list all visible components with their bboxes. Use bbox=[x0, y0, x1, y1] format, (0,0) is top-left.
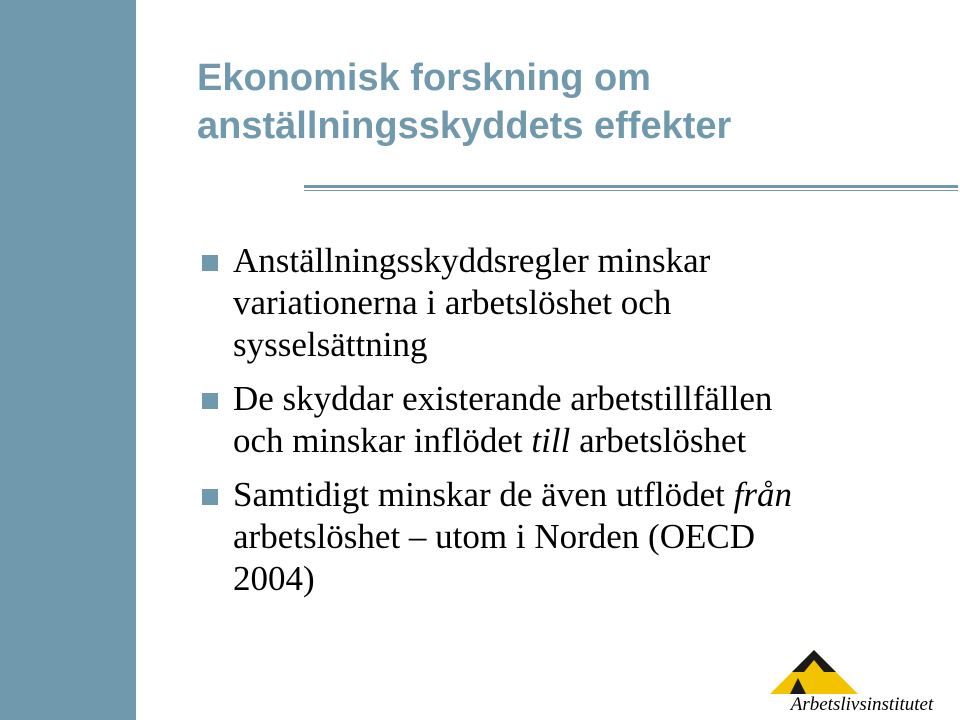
logo-wordmark: Arbetslivsinstitutet bbox=[790, 694, 934, 715]
bullet-item-3 bbox=[200, 474, 940, 600]
bullet-item-2 bbox=[200, 378, 940, 462]
title-divider-thick bbox=[304, 185, 958, 188]
square-bullet-icon bbox=[202, 255, 218, 271]
bullet-1-line-1: Anställningsskyddsregler minskar bbox=[233, 241, 711, 280]
bullet-2-emphasis-till: till bbox=[531, 421, 571, 460]
title-divider-thin bbox=[304, 190, 958, 191]
slide-title-line-2: anställningsskyddets effekter bbox=[197, 105, 732, 147]
square-bullet-icon bbox=[202, 489, 218, 505]
bullet-2-text-a: och minskar inflödet bbox=[233, 421, 532, 460]
bullet-2-text-b: arbetslöshet bbox=[570, 421, 747, 460]
bullet-1-line-2: variationerna i arbetslöshet och bbox=[233, 283, 672, 322]
bullet-3-line-3: 2004) bbox=[233, 559, 315, 598]
square-bullet-icon bbox=[202, 393, 218, 409]
slide-title-line-1: Ekonomisk forskning om bbox=[197, 57, 651, 99]
bullet-list bbox=[200, 240, 940, 612]
left-accent-bar bbox=[0, 0, 136, 720]
bullet-1-line-3: sysselsättning bbox=[233, 325, 428, 364]
triangle-logo-icon bbox=[770, 650, 950, 698]
arbetslivsinstitutet-logo bbox=[770, 650, 950, 718]
bullet-item-1 bbox=[200, 240, 940, 366]
bullet-2-line-1: De skyddar existerande arbetstillfällen bbox=[233, 379, 773, 418]
slide-title bbox=[197, 54, 937, 150]
bullet-3-line-2: arbetslöshet – utom i Norden (OECD bbox=[233, 517, 755, 556]
bullet-3-text-a: Samtidigt minskar de även utflödet bbox=[233, 475, 734, 514]
bullet-2-line-2 bbox=[233, 420, 940, 462]
bullet-3-emphasis-fran: från bbox=[733, 475, 792, 514]
bullet-3-line-1 bbox=[233, 474, 940, 516]
